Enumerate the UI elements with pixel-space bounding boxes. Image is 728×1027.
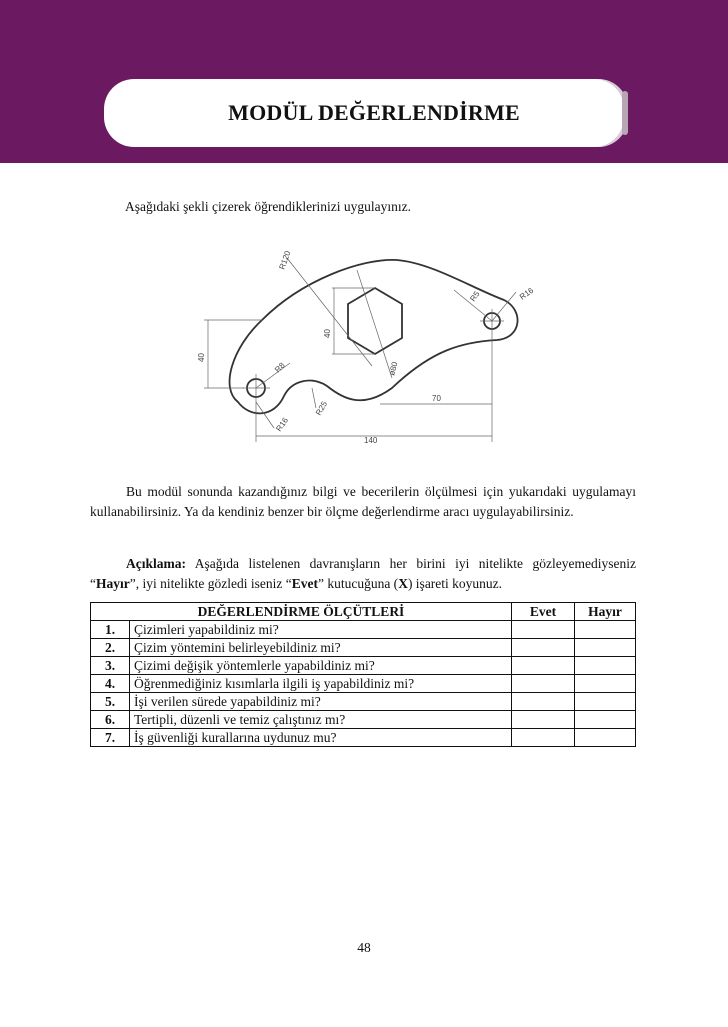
aciklama-label: Açıklama:: [126, 556, 186, 571]
dim-label: 40: [323, 329, 332, 338]
row-number: 2.: [91, 639, 130, 657]
row-number: 5.: [91, 693, 130, 711]
criteria-header: DEĞERLENDİRME ÖLÇÜTLERİ: [91, 603, 512, 621]
table-row: [91, 675, 636, 693]
no-header: Hayır: [575, 603, 636, 621]
yes-checkbox-cell[interactable]: [512, 657, 575, 675]
yes-header: Evet: [512, 603, 575, 621]
no-checkbox-cell[interactable]: [575, 711, 636, 729]
row-criterion: Tertipli, düzenli ve temiz çalıştınız mı?: [130, 711, 512, 729]
text-c: ” kutucuğuna (: [317, 576, 399, 591]
table-row: [91, 693, 636, 711]
text-b: ”, iyi nitelikte gözledi iseniz “: [129, 576, 292, 591]
hexagon-cutout: [348, 288, 402, 354]
dim-label: R5: [468, 289, 482, 304]
dim-label: 40: [197, 353, 206, 362]
intro-text: Aşağıdaki şekli çizerek öğrendiklerinizi uygulayınız.: [125, 199, 412, 214]
row-criterion: Öğrenmediğiniz kısımlarla ilgili iş yapabildiniz mi?: [130, 675, 512, 693]
no-checkbox-cell[interactable]: [575, 729, 636, 747]
dim-label: R16: [517, 285, 536, 302]
evaluation-table: [90, 602, 636, 747]
yes-checkbox-cell[interactable]: [512, 639, 575, 657]
dim-label: R8: [273, 360, 287, 375]
dim-label: ø80: [387, 360, 400, 377]
no-checkbox-cell[interactable]: [575, 657, 636, 675]
page-number: 48: [357, 940, 371, 955]
hayir-word: Hayır: [96, 576, 130, 591]
technical-drawing: [192, 238, 536, 450]
evet-word: Evet: [291, 576, 318, 591]
page-title: MODÜL DEĞERLENDİRME: [228, 100, 520, 125]
yes-checkbox-cell[interactable]: [512, 621, 575, 639]
text-a: Aşağıda listelenen davranışların her birini iyi nitelikte gözleyemediyseniz “: [90, 556, 636, 591]
row-number: 1.: [91, 621, 130, 639]
row-criterion: İş güvenliği kurallarına uydunuz mu?: [130, 729, 512, 747]
no-checkbox-cell[interactable]: [575, 693, 636, 711]
row-criterion: Çizim yöntemini belirleyebildiniz mi?: [130, 639, 512, 657]
part-outline: [230, 260, 518, 413]
paragraph-2: [90, 554, 636, 594]
yes-checkbox-cell[interactable]: [512, 693, 575, 711]
no-checkbox-cell[interactable]: [575, 621, 636, 639]
table-row: [91, 639, 636, 657]
table-header-row: [91, 603, 636, 621]
row-number: 3.: [91, 657, 130, 675]
row-number: 7.: [91, 729, 130, 747]
row-number: 4.: [91, 675, 130, 693]
row-criterion: Çizimi değişik yöntemlerle yapabildiniz mi?: [130, 657, 512, 675]
table-row: [91, 711, 636, 729]
dim-label: 140: [364, 436, 378, 445]
dim-label: R120: [277, 249, 293, 271]
row-criterion: İşi verilen sürede yapabildiniz mi?: [130, 693, 512, 711]
dimension-labels: [197, 249, 536, 445]
yes-checkbox-cell[interactable]: [512, 711, 575, 729]
dim-label: R25: [313, 399, 330, 417]
paragraph-1: Bu modül sonunda kazandığınız bilgi ve becerilerin ölçülmesi için yukarıdaki uygulamayı kullanabilirsiniz. Ya da kendiniz benzer bir ölçme değerlendirme aracı uygulayabilirsiniz.: [90, 484, 636, 519]
row-criterion: Çizimleri yapabildiniz mi?: [130, 621, 512, 639]
table-row: [91, 729, 636, 747]
no-checkbox-cell[interactable]: [575, 639, 636, 657]
dim-label: 70: [432, 394, 441, 403]
yes-checkbox-cell[interactable]: [512, 675, 575, 693]
dim-label: R16: [274, 415, 291, 434]
row-number: 6.: [91, 711, 130, 729]
x-mark: X: [398, 576, 408, 591]
text-d: ) işareti koyunuz.: [407, 576, 503, 591]
no-checkbox-cell[interactable]: [575, 675, 636, 693]
table-row: [91, 621, 636, 639]
yes-checkbox-cell[interactable]: [512, 729, 575, 747]
table-row: [91, 657, 636, 675]
